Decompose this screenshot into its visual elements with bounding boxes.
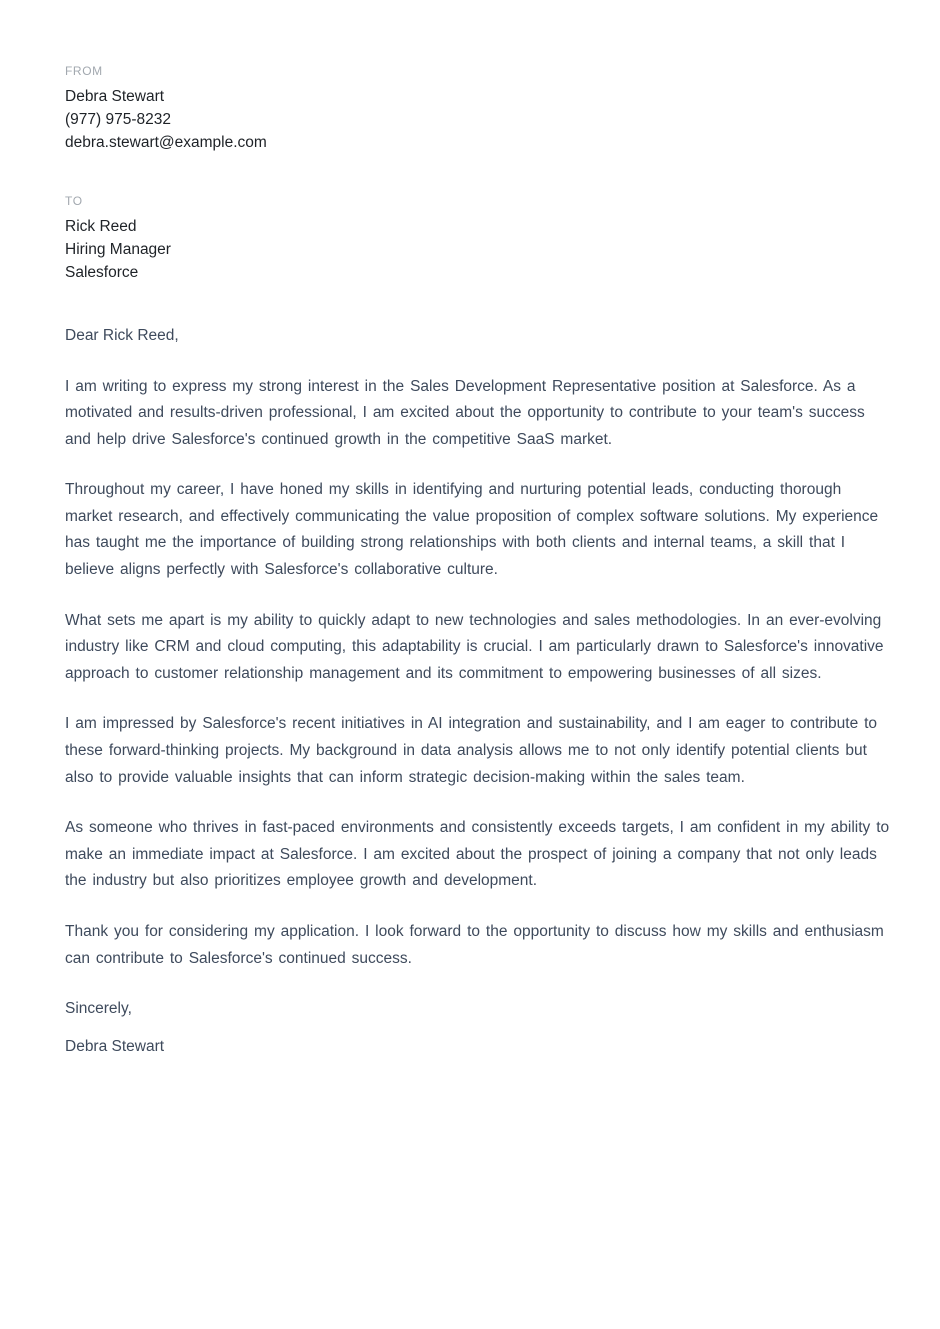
sender-block: [65, 64, 892, 154]
letter-body: [65, 323, 892, 1060]
body-paragraph: What sets me apart is my ability to quickly adapt to new technologies and sales methodologies. In an ever-evolving industry like CRM and cloud computing, this adaptability is crucial. I am particularly drawn to Salesforce's innovative approach to customer relationship management and its commitment to empowering businesses of all sizes.: [65, 611, 884, 682]
sender-email: debra.stewart@example.com: [65, 134, 267, 151]
body-paragraph: I am writing to express my strong interest in the Sales Development Representative position at Salesforce. As a motivated and results-driven professional, I am excited about the opportunity to contribute to your team's success and help drive Salesforce's continued growth in the competitive SaaS market.: [65, 377, 865, 448]
body-paragraph: Throughout my career, I have honed my skills in identifying and nurturing potential leads, conducting thorough market research, and effectively communicating the value proposition of complex software solutions. My experience has taught me the importance of building strong relationships with both clients and internal teams, a skill that I believe aligns perfectly with Salesforce's collaborative culture.: [65, 481, 879, 579]
signature-name: Debra Stewart: [65, 1037, 165, 1055]
body-paragraph: As someone who thrives in fast-paced environments and consistently exceeds targets, I am confident in my ability to make an immediate impact at Salesforce. I am excited about the prospect of joining a company that not only leads the industry but also prioritizes employee growth and development.: [65, 819, 890, 890]
closing: Sincerely,: [65, 1000, 132, 1018]
recipient-name: Rick Reed: [65, 218, 137, 235]
to-label: TO: [65, 194, 83, 208]
recipient-block: [65, 194, 892, 284]
body-paragraph: I am impressed by Salesforce's recent initiatives in AI integration and sustainability, and I am eager to contribute to these forward-thinking projects. My background in data analysis allows me to not only identify potential clients but also to provide valuable insights that can inform strategic decision-making within the sales team.: [65, 715, 878, 786]
sender-phone: (977) 975-8232: [65, 111, 171, 128]
body-paragraph: Thank you for considering my application. I look forward to the opportunity to discuss how my skills and enthusiasm can contribute to Salesforce's continued success.: [65, 923, 884, 967]
sender-name: Debra Stewart: [65, 88, 165, 105]
salutation: Dear Rick Reed,: [65, 327, 179, 344]
from-label: FROM: [65, 64, 103, 78]
recipient-title: Hiring Manager: [65, 241, 171, 258]
recipient-company: Salesforce: [65, 264, 139, 281]
